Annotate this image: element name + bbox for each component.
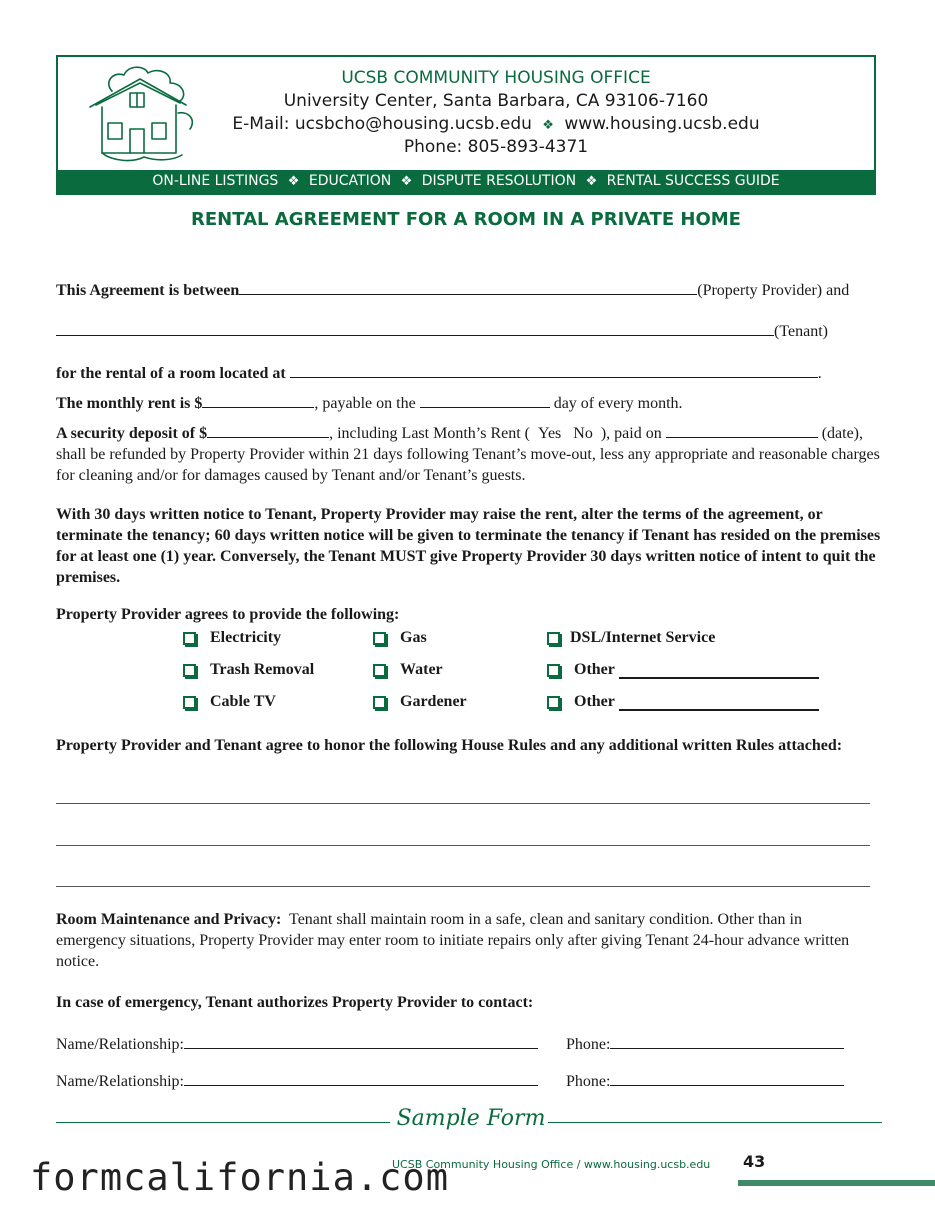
utility-gas[interactable]	[373, 629, 427, 647]
utility-electricity[interactable]	[183, 629, 281, 647]
checkbox[interactable]	[373, 632, 386, 645]
utility-label: Gas	[400, 629, 427, 646]
contact-1-name-field[interactable]	[184, 1032, 538, 1049]
utility-label: DSL/Internet Service	[570, 629, 716, 646]
room-location-field[interactable]	[290, 361, 818, 378]
checkbox[interactable]	[183, 664, 196, 677]
office-address: University Center, Santa Barbara, CA 93106-7160	[283, 91, 709, 111]
service-listings: ON-LINE LISTINGS	[152, 173, 279, 189]
agreement-between-line	[56, 278, 849, 301]
utility-label: Electricity	[210, 629, 282, 646]
utility-other-2[interactable]	[547, 693, 819, 711]
page-number: 43	[743, 1152, 766, 1171]
diamond-icon: ❖	[287, 174, 300, 189]
divider-line-right	[548, 1122, 882, 1123]
checkbox[interactable]	[547, 632, 560, 645]
house-rules-line-2[interactable]	[56, 845, 870, 846]
utility-gardener[interactable]	[373, 693, 467, 711]
utility-water[interactable]	[373, 661, 443, 679]
rent-due-day-field[interactable]	[420, 391, 550, 408]
services-bar	[58, 170, 874, 193]
other-utility-field-1[interactable]	[619, 661, 819, 679]
footer-accent-bar	[738, 1180, 935, 1186]
utility-label: Trash Removal	[210, 661, 315, 678]
diamond-icon: ❖	[400, 174, 413, 189]
diamond-icon: ❖	[542, 118, 554, 133]
deposit-amount-field[interactable]	[207, 421, 329, 438]
rent-end-text: day of every month.	[553, 395, 683, 412]
utility-label: Gardener	[400, 693, 467, 710]
contact-1-phone-field[interactable]	[610, 1032, 844, 1049]
website-link[interactable]: www.housing.ucsb.edu	[564, 114, 760, 134]
emergency-contact-2	[56, 1069, 611, 1092]
phone-group	[566, 1069, 844, 1092]
rental-location-line	[56, 361, 822, 384]
utility-trash[interactable]	[183, 661, 314, 679]
last-month-yes-option[interactable]: Yes	[537, 425, 562, 442]
utility-label: Other	[574, 661, 615, 678]
utility-label: Water	[400, 661, 443, 678]
emergency-heading: In case of emergency, Tenant authorizes Property Provider to contact:	[56, 994, 534, 1011]
emergency-contact-1	[56, 1032, 611, 1055]
contact-2-phone-field[interactable]	[610, 1069, 844, 1086]
deposit-label: A security deposit of $	[56, 425, 208, 442]
footer-credit: UCSB Community Housing Office / www.housing.ucsb.edu	[392, 1158, 711, 1171]
other-utility-field-2[interactable]	[619, 693, 819, 711]
rent-label: The monthly rent is $	[56, 395, 203, 412]
deposit-date-field[interactable]	[666, 421, 818, 438]
utility-cable[interactable]	[183, 693, 276, 711]
tenant-line	[56, 319, 828, 342]
deposit-paragraph	[56, 421, 886, 486]
deposit-mid-text: , including Last Month’s Rent (	[329, 425, 530, 442]
name-label: Name/Relationship:	[56, 1073, 184, 1090]
provider-name-field[interactable]	[239, 278, 697, 295]
rental-label: for the rental of a room located at	[56, 365, 286, 382]
service-dispute: DISPUTE RESOLUTION	[421, 173, 577, 189]
name-label: Name/Relationship:	[56, 1036, 184, 1053]
checkbox[interactable]	[183, 632, 196, 645]
office-name: UCSB COMMUNITY HOUSING OFFICE	[341, 68, 651, 88]
divider-line-left	[56, 1122, 390, 1123]
period: .	[817, 365, 822, 382]
notice-paragraph: With 30 days written notice to Tenant, Property Provider may raise the rent, alter the terms of the agreement, or terminate the tenancy; 60 days written notice will be given to terminate the tenancy if Tenant has resided on the premises for at least one (1) year. Conversely, the Tenant MUST give Property Provider 30 days written notice of intent to quit the premises.	[56, 506, 881, 586]
utility-internet[interactable]	[547, 629, 715, 647]
phone-label: Phone:	[566, 1036, 611, 1053]
rent-mid-text: , payable on the	[314, 395, 416, 412]
maintenance-paragraph	[56, 909, 871, 972]
deposit-terms-text: (date), shall be refunded by Property Provider within 21 days following Tenant’s move-out, less any appropriate and reasonable charges for cleaning and/or for damages caused by Tenant and/or Tenant’s guests.	[56, 425, 880, 484]
utility-label: Other	[574, 693, 615, 710]
sample-form-divider	[56, 1106, 882, 1136]
watermark: formcalifornia.com	[30, 1156, 449, 1199]
rent-line	[56, 391, 683, 414]
maintenance-label: Room Maintenance and Privacy:	[56, 911, 282, 928]
contact-row	[58, 113, 934, 137]
utility-other-1[interactable]	[547, 661, 819, 679]
phone-group	[566, 1032, 844, 1055]
diamond-icon: ❖	[585, 174, 598, 189]
tenant-suffix: (Tenant)	[774, 323, 828, 340]
service-education: EDUCATION	[308, 173, 392, 189]
utilities-heading: Property Provider agrees to provide the following:	[56, 606, 400, 623]
house-rules-line-1[interactable]	[56, 803, 870, 804]
checkbox[interactable]	[547, 696, 560, 709]
email-link[interactable]: E-Mail: ucsbcho@housing.ucsb.edu	[232, 114, 532, 134]
checkbox[interactable]	[547, 664, 560, 677]
deposit-paid-text: ), paid on	[600, 425, 662, 442]
between-label: This Agreement is between	[56, 282, 240, 299]
checkbox[interactable]	[373, 664, 386, 677]
provider-suffix: (Property Provider) and	[697, 282, 850, 299]
contact-2-name-field[interactable]	[184, 1069, 538, 1086]
service-guide: RENTAL SUCCESS GUIDE	[606, 173, 780, 189]
utility-label: Cable TV	[210, 693, 276, 710]
document-title: RENTAL AGREEMENT FOR A ROOM IN A PRIVATE HOME	[191, 209, 741, 230]
letterhead	[56, 55, 876, 195]
checkbox[interactable]	[183, 696, 196, 709]
office-phone: Phone: 805-893-4371	[403, 137, 589, 157]
checkbox[interactable]	[373, 696, 386, 709]
last-month-no-option[interactable]: No	[573, 425, 593, 442]
house-rules-heading: Property Provider and Tenant agree to honor the following House Rules and any additional written Rules attached:	[56, 737, 843, 754]
tenant-name-field[interactable]	[56, 319, 774, 336]
phone-label: Phone:	[566, 1073, 611, 1090]
rent-amount-field[interactable]	[202, 391, 314, 408]
sample-form-label: Sample Form	[396, 1106, 546, 1131]
house-rules-line-3[interactable]	[56, 886, 870, 887]
maintenance-text: Tenant shall maintain room in a safe, clean and sanitary condition. Other than in emergency situations, Property Provider may enter room to initiate repairs only after giving Tenant 24-hour advance written notice.	[56, 911, 850, 970]
